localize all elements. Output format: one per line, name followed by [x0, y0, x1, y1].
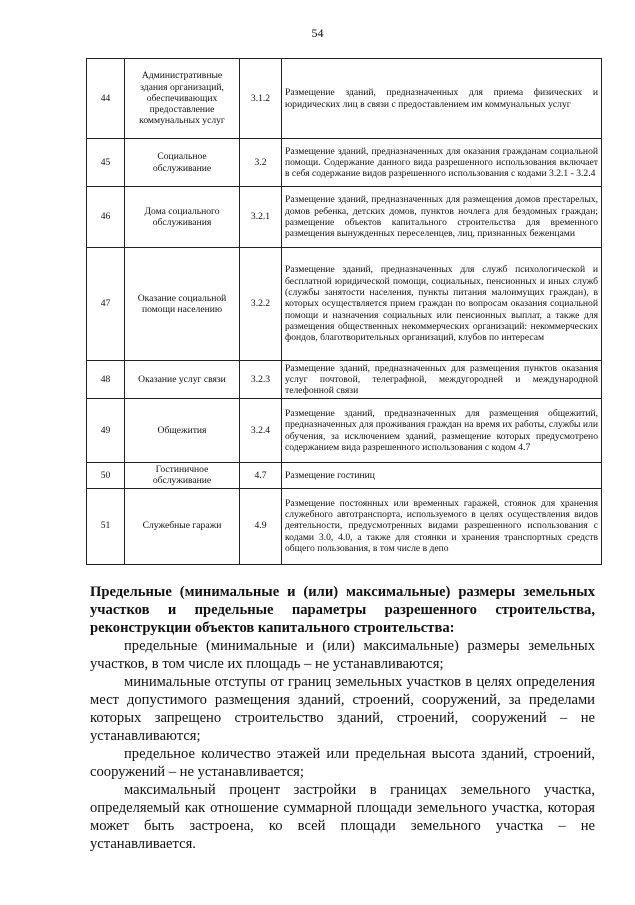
use-type-code: 3.2.3	[240, 361, 282, 399]
use-type-code: 4.9	[240, 488, 282, 564]
use-type-description: Размещение постоянных или временных гаражей, стоянок для хранения служебного автотранспорта, используемого в целях осуществления видов деятельности, предусмотренных видами разрешенного использования с кодами 3.0, 4.0, а также для стоянки и хранения транспортных средств общего пользования, в том числе в депо	[282, 488, 602, 564]
use-type-name: Общежития	[125, 399, 240, 463]
row-number: 44	[87, 59, 125, 139]
row-number: 50	[87, 463, 125, 489]
table-row	[87, 139, 602, 187]
use-type-name: Гостиничное обслуживание	[125, 463, 240, 489]
table-row	[87, 59, 602, 139]
use-type-name: Оказание социальной помощи населению	[125, 248, 240, 361]
use-type-description: Размещение зданий, предназначенных для оказания гражданам социальной помощи. Содержание данного вида разрешенного использования включает в себя содержание видов разрешенного использования с кодами 3.2.1 - 3.2.4	[282, 139, 602, 187]
paragraph-plot-sizes: предельные (минимальные и (или) максимальные) размеры земельных участков, в том числе их площадь – не устанавливаются;	[90, 638, 595, 672]
section-body	[90, 637, 595, 853]
row-number: 46	[87, 187, 125, 248]
use-type-description: Размещение зданий, предназначенных для размещения пунктов оказания услуг почтовой, телеграфной, междугородней и международной телефонной связи	[282, 361, 602, 399]
use-type-description: Размещение зданий, предназначенных для размещения домов престарелых, домов ребенка, детских домов, пунктов ночлега для бездомных граждан; размещение объектов капитального строительства для временного размещения вынужденных переселенцев, лиц, признанных беженцами	[282, 187, 602, 248]
row-number: 51	[87, 488, 125, 564]
use-type-name: Дома социального обслуживания	[125, 187, 240, 248]
use-type-code: 3.2.2	[240, 248, 282, 361]
use-type-code: 3.2.1	[240, 187, 282, 248]
use-type-code: 4.7	[240, 463, 282, 489]
table-row	[87, 399, 602, 463]
use-type-code: 3.2	[240, 139, 282, 187]
row-number: 49	[87, 399, 125, 463]
paragraph-floors-height: предельное количество этажей или предельная высота зданий, строений, сооружений – не устанавливается;	[90, 746, 595, 780]
use-type-name: Служебные гаражи	[125, 488, 240, 564]
use-type-name: Социальное обслуживание	[125, 139, 240, 187]
use-type-description: Размещение зданий, предназначенных для размещения общежитий, предназначенных для проживания граждан на время их работы, службы или обучения, за исключением зданий, размещение которых предусмотрено содержанием вида разрешенного использования с кодом 4.7	[282, 399, 602, 463]
use-type-code: 3.1.2	[240, 59, 282, 139]
table-row	[87, 248, 602, 361]
use-type-description: Размещение зданий, предназначенных для служб психологической и бесплатной юридической помощи, социальных, пенсионных и иных служб (службы занятости населения, пункты питания малоимущих граждан), в которых осуществляется прием граждан по вопросам оказания социальной помощи и назначения социальных или пенсионных выплат, а также для размещения общественных некоммерческих организаций: некоммерческих фондов, благотворительных организаций, клубов по интересам	[282, 248, 602, 361]
page-number: 54	[311, 26, 324, 40]
use-type-description: Размещение гостиниц	[282, 463, 602, 489]
use-type-code: 3.2.4	[240, 399, 282, 463]
use-type-name: Оказание услуг связи	[125, 361, 240, 399]
paragraph-setbacks: минимальные отступы от границ земельных участков в целях определения мест допустимого размещения зданий, строений, сооружений, за пределами которых запрещено строительство зданий, строений, сооружений – не устанавливаются;	[90, 674, 595, 744]
row-number: 48	[87, 361, 125, 399]
land-use-table	[86, 58, 602, 565]
use-type-description: Размещение зданий, предназначенных для приема физических и юридических лиц в связи с предоставлением им коммунальных услуг	[282, 59, 602, 139]
table-row	[87, 463, 602, 489]
section-heading: Предельные (минимальные и (или) максимальные) размеры земельных участков и предельные параметры разрешенного строительства, реконструкции объектов капитального строительства:	[90, 584, 595, 636]
use-type-name: Административные здания организаций, обеспечивающих предоставление коммунальных услуг	[125, 59, 240, 139]
paragraph-build-percentage: максимальный процент застройки в границах земельного участка, определяемый как отношение суммарной площади земельного участка, которая может быть застроена, ко всей площади земельного участка – не устанавливается.	[90, 782, 595, 852]
table-row	[87, 361, 602, 399]
row-number: 45	[87, 139, 125, 187]
row-number: 47	[87, 248, 125, 361]
table-row	[87, 187, 602, 248]
table-row	[87, 488, 602, 564]
